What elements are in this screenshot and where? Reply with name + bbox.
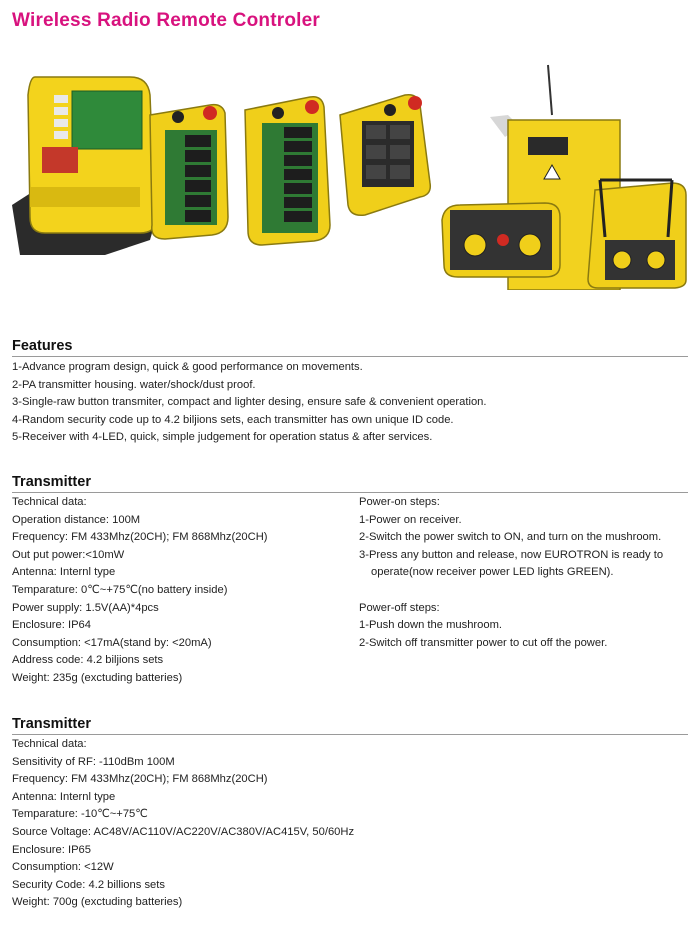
tech-row: Security Code: 4.2 billions sets [12,878,165,891]
feature-item: 3-Single-raw button transmiter, compact and lighter desing, ensure safe & convenient operation. [12,396,487,409]
power-steps-list [359,494,663,652]
tech-row: Weight: 700g (exctuding batteries) [12,896,183,909]
tech-row: Sensitivity of RF: -110dBm 100M [12,755,175,768]
tech-row: Temparature: -10℃~+75℃ [12,808,148,821]
transmitter-1-tech-list [12,494,268,688]
page-title: Wireless Radio Remote Controler [12,10,320,31]
power-off-step: 2-Switch off transmitter power to cut off the power. [359,636,608,649]
spacer [359,582,663,600]
power-off-title: Power-off steps: [359,601,440,614]
tech-row: Out put power:<10mW [12,548,125,561]
tech-row: Antenna: Internl type [12,790,116,803]
tech-row: Frequency: FM 433Mhz(20CH); FM 868Mhz(20CH) [12,773,268,786]
features-divider [12,356,688,357]
tech-row: Weight: 235g (exctuding batteries) [12,671,183,684]
tech-row: Frequency: FM 433Mhz(20CH); FM 868Mhz(20CH) [12,531,268,544]
power-on-step: 3-Press any button and release, now EUROTRON is ready to [359,548,664,561]
tech-row: Temparature: 0℃~+75℃(no battery inside) [12,583,228,596]
transmitter-2-heading: Transmitter [12,716,91,732]
receiver-box-image [12,77,160,255]
joystick-transmitter-2-image [588,180,686,288]
tech-row: Technical data: [12,496,87,508]
transmitter-2-tech-list [12,736,354,912]
tech-row: Address code: 4.2 biljions sets [12,654,164,667]
transmitter-1-heading: Transmitter [12,474,91,490]
joystick-transmitter-1-image [442,203,560,277]
power-off-step: 1-Push down the mushroom. [359,619,503,632]
feature-item: 1-Advance program design, quick & good performance on movements. [12,361,363,373]
product-photo [0,55,700,290]
transmitter-8-button-image [245,97,330,245]
tech-row: Antenna: Internl type [12,566,116,579]
power-on-title: Power-on steps: [359,496,440,508]
transmitter-1-divider [12,492,688,493]
power-on-step: 1-Power on receiver. [359,513,462,526]
transmitter-6-button-image [150,105,228,239]
features-list [12,359,487,447]
features-heading: Features [12,338,73,354]
transmitter-2-divider [12,734,688,735]
tech-row: Consumption: <17mA(stand by: <20mA) [12,636,212,649]
transmitter-compact-image [340,95,430,216]
tech-row: Source Voltage: AC48V/AC110V/AC220V/AC380V/AC415V, 50/60Hz [12,825,355,838]
feature-item: 5-Receiver with 4-LED, quick, simple judgement for operation status & after services. [12,431,433,444]
tech-row: Technical data: [12,738,87,750]
tech-row: Enclosure: IP65 [12,843,91,856]
tech-row: Power supply: 1.5V(AA)*4pcs [12,601,159,614]
feature-item: 4-Random security code up to 4.2 biljions sets, each transmitter has own unique ID code. [12,413,454,426]
power-on-step: operate(now receiver power LED lights GREEN). [371,566,614,579]
tech-row: Enclosure: IP64 [12,619,91,632]
tech-row: Consumption: <12W [12,861,114,874]
tech-row: Operation distance: 100M [12,513,141,526]
feature-item: 2-PA transmitter housing. water/shock/dust proof. [12,378,256,391]
power-on-step: 2-Switch the power switch to ON, and turn on the mushroom. [359,531,662,544]
